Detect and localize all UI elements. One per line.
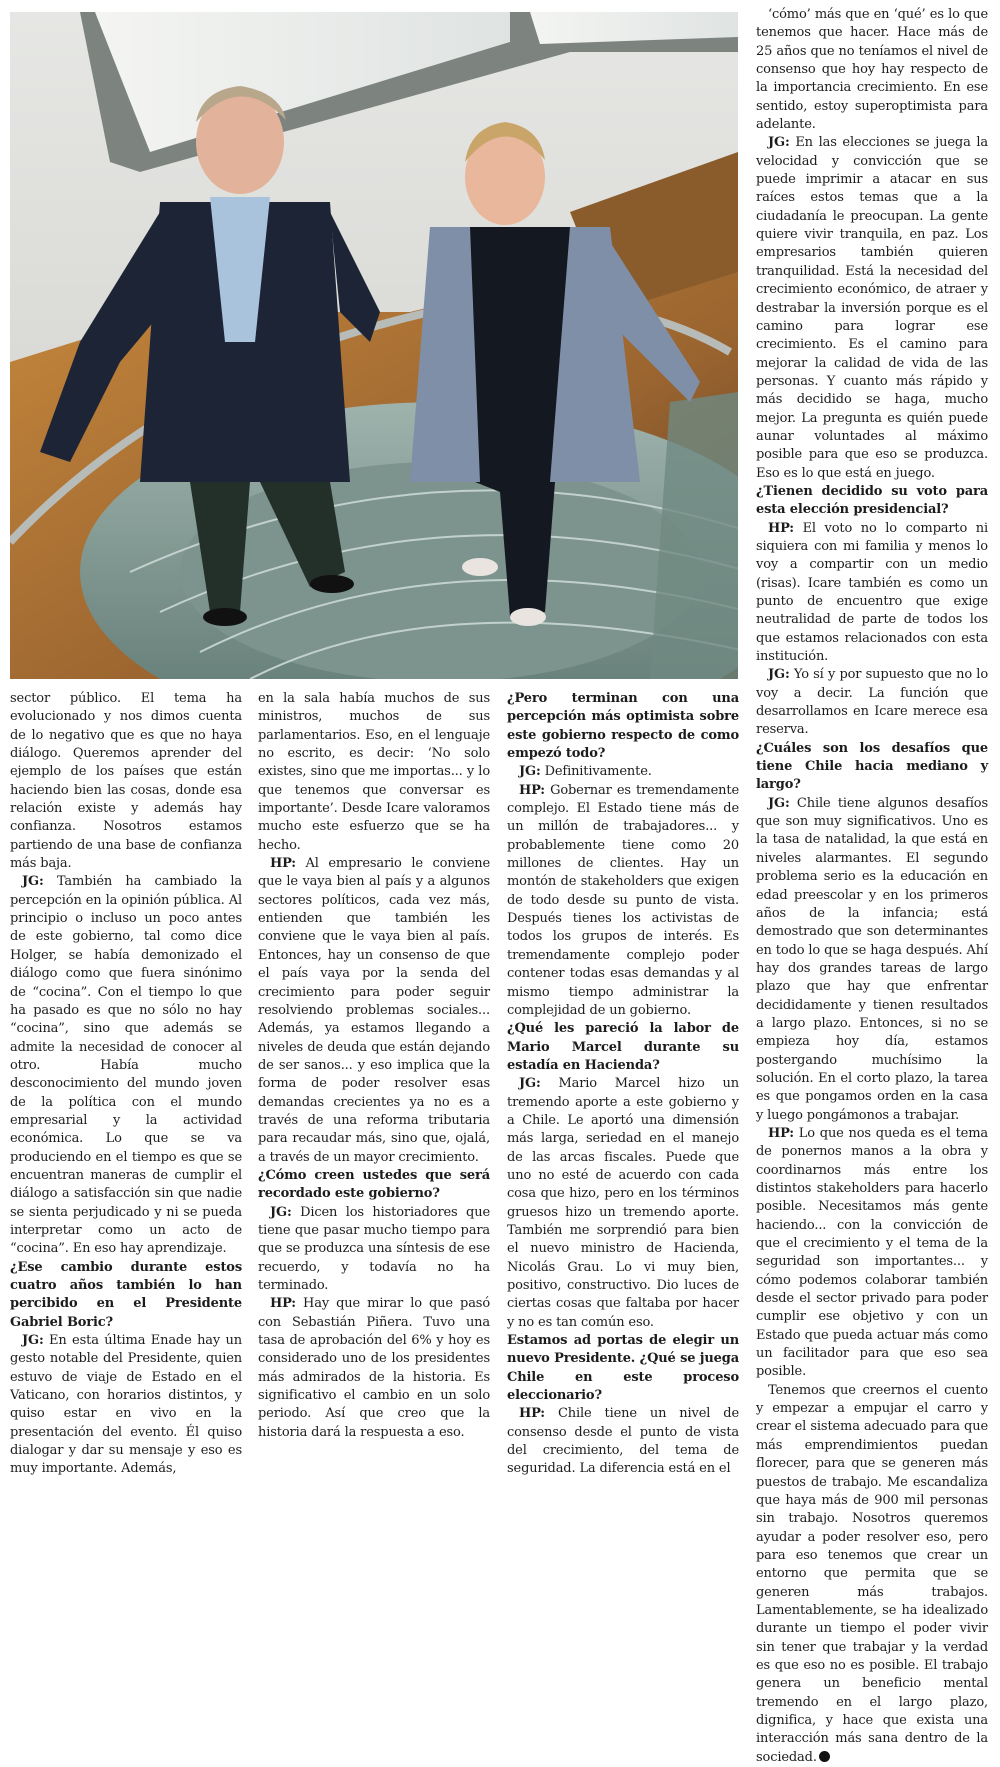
interview-answer — [756, 1125, 988, 1382]
interview-question: ¿Cómo creen ustedes que será recordado este gobierno? — [258, 1167, 490, 1202]
speaker-initials: HP: — [519, 782, 545, 798]
answer-text: En las elecciones se juega la velocidad y convicción que se puede imprimir a atacar en sus raíces estos temas que a la ciudadanía le preocupan. La gente quiere vivir tranquila, en paz. Los empresarios también quieren tranquilidad. Está la necesidad del crecimiento económico, de atraer y destrabar la inversión porque es el camino para lograr ese crecimiento. Es el camino para mejorar la calidad de vida de las personas. Y cuanto más rápido y más decidido se haga, mucho mejor. La pregunta es quién puede aunar voluntades al máximo posible para que eso se produzca. Eso es lo que está en juego. — [756, 135, 988, 481]
article-paragraph — [258, 690, 490, 855]
interview-question: Estamos ad portas de elegir un nuevo Presidente. ¿Qué se juega Chile en este proceso eleccionario? — [507, 1333, 739, 1404]
interview-question: ¿Ese cambio durante estos cuatro años también lo han percibido en el Presidente Gabriel Boric? — [10, 1259, 242, 1330]
interview-answer — [258, 1295, 490, 1442]
answer-text: Gobernar es tremendamente complejo. El Estado tiene más de un millón de trabajadores... y probablemente tiene como 20 millones de clientes. Hay un montón de stakeholders que exigen de todo desde su punto de vista. Después tienes los activistas de todos los grupos de interés. Es tremendamente complejo poder contener todas esas demandas y al mismo tiempo administrar la complejidad de un gobierno. — [507, 782, 739, 1018]
speaker-initials: HP: — [270, 1296, 296, 1312]
interview-answer — [756, 134, 988, 483]
answer-text: Chile tiene algunos desafíos que son muy significativos. Uno es la tasa de natalidad, la que está en niveles alarmantes. El segundo problema serio es la educación en edad preescolar y en los primeros años de la infancia; está demostrado que son determinantes en todo lo que se haga después. Ahí hay dos grandes tareas de largo plazo que hay que enfrentar decididamente y tienen resultados a largo plazo. Entonces, si no se empieza hoy día, estamos postergando muchísimo la solución. En el corto plazo, la tarea es que pongamos orden en la casa y luego pongámonos a trabajar. — [756, 795, 988, 1123]
interview-answer — [507, 1405, 739, 1478]
article-paragraph — [10, 690, 242, 873]
answer-text: Yo sí y por supuesto que no lo voy a decir. La función que desarrollamos en Icare merece esa reserva. — [756, 667, 988, 738]
paragraph-text: ‘cómo’ más que en ‘qué’ es lo que tenemos que hacer. Hace más de 25 años que no teníamos el nivel de consenso que hoy hay respecto de la importancia crecimiento. En ese sentido, estoy superoptimista para adelante. — [756, 7, 988, 133]
speaker-initials: JG: — [768, 667, 790, 683]
staircase-photo — [10, 12, 738, 679]
speaker-initials: JG: — [519, 1076, 541, 1092]
answer-text: Chile tiene un nivel de consenso desde el punto de vista del crecimiento, del tema de seguridad. La diferencia está en el — [507, 1406, 739, 1477]
interview-answer — [10, 873, 242, 1258]
speaker-initials: JG: — [768, 135, 790, 151]
speaker-initials: JG: — [22, 874, 44, 890]
answer-text: Dicen los historiadores que tiene que pasar mucho tiempo para que se produzca una síntesis de ese recuerdo, y todavía no ha terminado. — [258, 1204, 490, 1293]
speaker-initials: JG: — [270, 1204, 292, 1220]
interview-question: ¿Cuáles son los desafíos que tiene Chile hacia mediano y largo? — [756, 740, 988, 793]
interview-answer — [756, 795, 988, 1125]
speaker-initials: HP: — [270, 856, 296, 872]
answer-text: Definitivamente. — [540, 764, 652, 780]
article-paragraph — [756, 6, 988, 134]
answer-text: Al empresario le conviene que le vaya bien al país y a algunos sectores políticos, cada vez más, entienden que también les conviene que le vaya bien al país. Entonces, hay un consenso de que el país vaya por la senda del crecimiento para poder seguir resolviendo problemas sociales... Además, ya estamos llegando a niveles de deuda que están dejando de ser sanos... y eso implica que la forma de poder resolver esas demandas crecientes ya no es a través de una reforma tributaria para recaudar más, sino que, ojalá, a través de un mayor crecimiento. — [258, 856, 490, 1165]
interview-question: ¿Qué les pareció la labor de Mario Marcel durante su estadía en Hacienda? — [507, 1021, 739, 1073]
answer-text: Hay que mirar lo que pasó con Sebastián Piñera. Tuvo una tasa de aprobación del 6% y hoy es considerado uno de los presidentes más admirados de la historia. Es significativo el cambio en un solo periodo. Así que creo que la historia dará la respuesta a eso. — [258, 1296, 490, 1440]
speaker-initials: JG: — [519, 764, 541, 780]
interview-answer — [507, 782, 739, 1020]
interview-answer — [258, 1204, 490, 1296]
article-column-2 — [258, 690, 490, 1440]
speaker-initials: JG: — [768, 795, 790, 811]
paragraph-text: sector público. El tema ha evolucionado y nos dimos cuenta de lo negativo que es que no haya diálogo. Queremos aprender del ejemplo de los países que están haciendo bien las cosas, donde esa relación existe y además hay confianza. Nosotros estamos partiendo de una base de confianza más baja. — [10, 691, 242, 872]
end-of-article-icon — [819, 1751, 830, 1762]
article-column-4 — [756, 6, 988, 1765]
answer-text: El voto no lo comparto ni siquiera con mi familia y menos lo voy a compartir con un medio (risas). Icare también es como un punto de encuentro que exige neutralidad de parte de todos los que estamos relacionados con esta institución. — [756, 520, 988, 665]
speaker-initials: HP: — [768, 1125, 794, 1141]
photo-two-men-on-spiral-staircase — [10, 12, 738, 679]
interview-answer — [258, 855, 490, 1167]
article-paragraph — [756, 1382, 988, 1767]
interview-answer — [756, 520, 988, 667]
speaker-initials: JG: — [22, 1333, 44, 1349]
interview-question: ¿Tienen decidido su voto para esta elección presidencial? — [756, 483, 988, 518]
speaker-initials: HP: — [519, 1406, 545, 1422]
article-column-3 — [507, 690, 739, 1477]
article-column-1 — [10, 690, 242, 1477]
paragraph-text: Tenemos que creernos el cuento y empezar a empujar el carro y crear el sistema adecuado para que más emprendimientos puedan florecer, para que se generen más puestos de trabajo. Me escandaliza que haya más de 900 mil personas sin trabajo. Nosotros queremos ayudar a poder resolver eso, pero para eso tenemos que crear un entorno que permita que se generen más trabajos. Lamentablemente, se ha idealizado durante un tiempo el poder vivir sin tener que trabajar y la verdad es que eso no es posible. El trabajo genera un beneficio mental tremendo en el largo plazo, dignifica, y hace que exista una interacción más sana dentro de la sociedad. — [756, 1382, 988, 1765]
interview-question: ¿Pero terminan con una percepción más optimista sobre este gobierno respecto de como empezó todo? — [507, 691, 739, 762]
speaker-initials: HP: — [768, 520, 794, 536]
interview-answer — [507, 763, 739, 781]
answer-text: En esta última Enade hay un gesto notable del Presidente, quien estuvo de viaje de Estado en el Vaticano, con horarios distintos, y quiso estar en vivo en la presentación del evento. Él quiso dialogar y dar su mensaje y eso es muy importante. Además, — [10, 1333, 242, 1477]
interview-answer — [507, 1075, 739, 1332]
answer-text: Mario Marcel hizo un tremendo aporte a este gobierno y a Chile. Le aportó una dimensión más larga, seriedad en el manejo de las arcas fiscales. Puede que uno no esté de acuerdo con cada cosa que hizo, pero en los términos gruesos hizo un tremendo aporte. También me sorprendió para bien el nuevo ministro de Hacienda, Nicolás Grau. Lo vi muy bien, positivo, constructivo. Dio luces de ciertas cosas que faltaba por hacer y no es tan común eso. — [507, 1076, 739, 1330]
interview-answer — [756, 666, 988, 739]
answer-text: También ha cambiado la percepción en la opinión pública. Al principio o incluso un poco antes de este gobierno, tal como dice Holger, se había demonizado el diálogo como que fuera sinónimo de “cocina”. Con el tiempo lo que ha pasado es que no sólo no hay “cocina”, sino que además se admite la necesidad de conocer al otro. Había mucho desconocimiento del mundo joven de la política con el mundo empresarial y la actividad económica. Lo que se va produciendo en el tiempo es que se encuentran maneras de cumplir el diálogo a satisfacción sin que nadie se sienta perjudicado y ni se pueda interpretar como un acto de “cocina”. En eso hay aprendizaje. — [10, 874, 242, 1257]
answer-text: Lo que nos queda es el tema de ponernos manos a la obra y coordinarnos más entre los distintos stakeholders para hacerlo posible. Necesitamos más gente haciendo... con la convicción de que el crecimiento y el tema de la seguridad son importantes... y cómo podemos colaborar también desde el sector privado para poder cumplir ese objetivo y con un Estado que pueda actuar más como un facilitador para que eso sea posible. — [756, 1125, 988, 1380]
interview-answer — [10, 1332, 242, 1479]
paragraph-text: en la sala había muchos de sus ministros, muchos de sus parlamentarios. Eso, en el lenguaje no escrito, es decir: ‘No solo existes, sino que me importas... y lo que tenemos que conversar es importante’. Desde Icare valoramos mucho este esfuerzo que se ha hecho. — [258, 691, 490, 853]
